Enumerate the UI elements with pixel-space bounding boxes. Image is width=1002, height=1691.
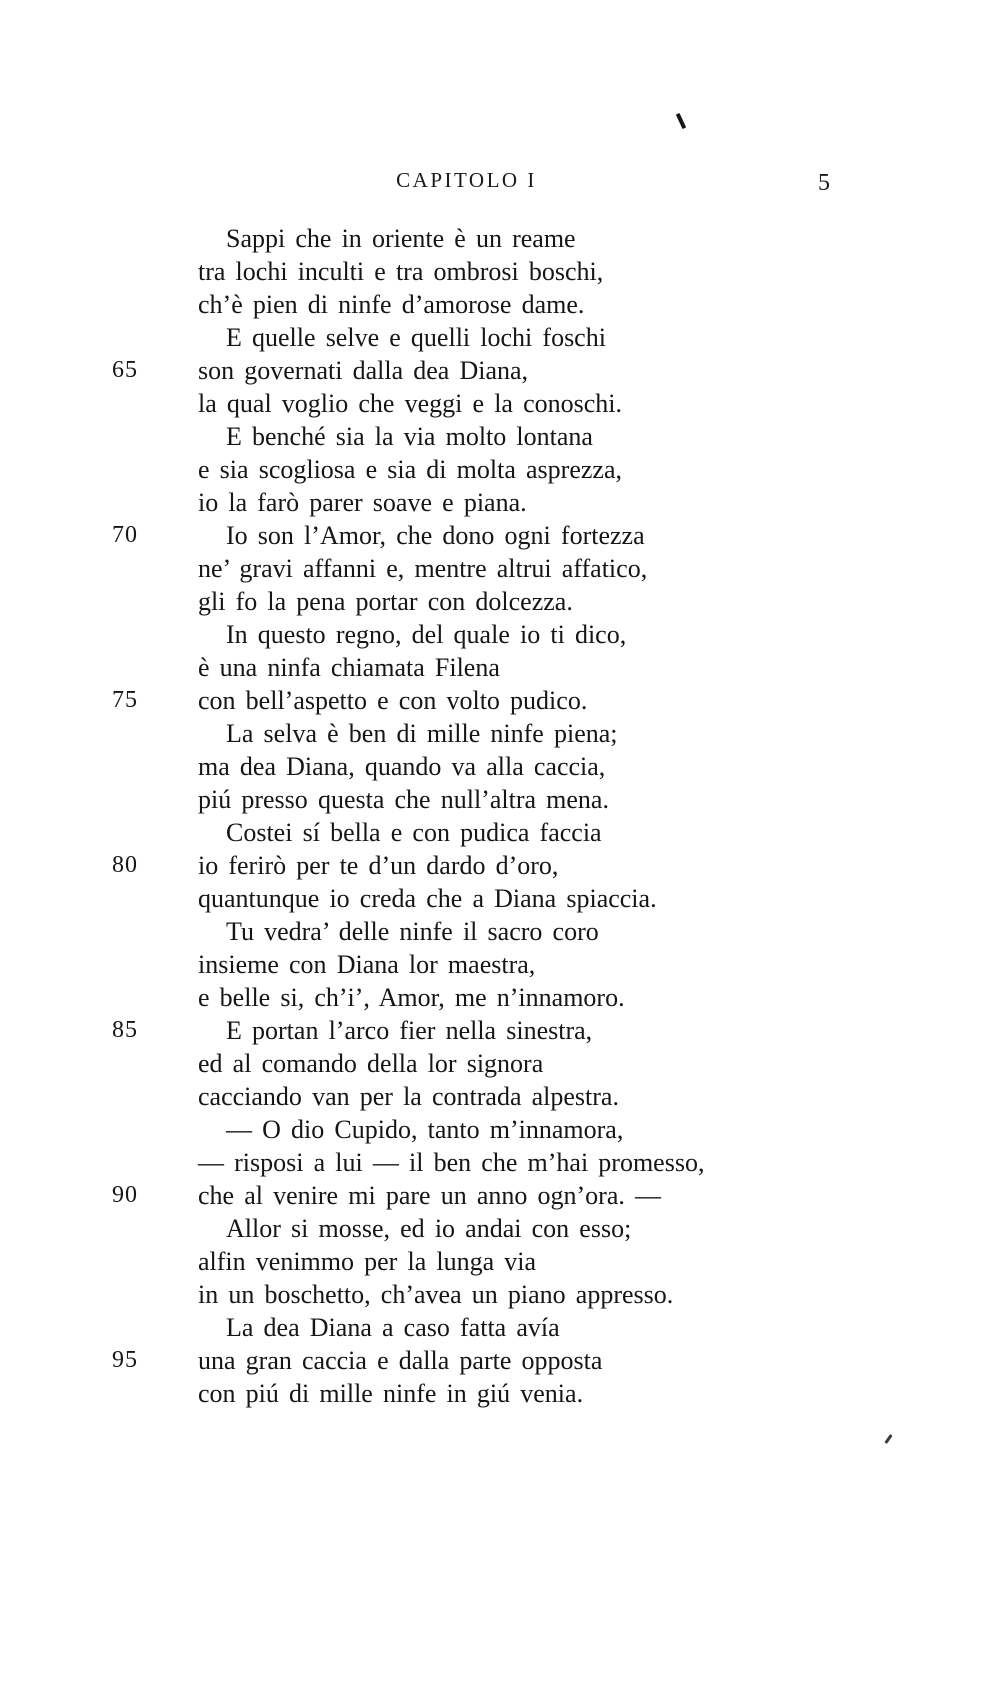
verse-line: La dea Diana a caso fatta avía — [226, 1313, 560, 1342]
verse-line: — O dio Cupido, tanto m’innamora, — [226, 1115, 624, 1144]
poem-line — [0, 585, 1002, 618]
verse-line: insieme con Diana lor maestra, — [198, 950, 536, 979]
verse-line: — risposi a lui — il ben che m’hai promesso, — [198, 1148, 705, 1177]
verse-line: E benché sia la via molto lontana — [226, 422, 593, 451]
verse-line: e sia scogliosa e sia di molta asprezza, — [198, 455, 622, 484]
poem-line — [0, 1047, 1002, 1080]
line-number: 80 — [112, 852, 138, 878]
verse-line: E quelle selve e quelli lochi foschi — [226, 323, 606, 352]
poem-line — [0, 717, 1002, 750]
verse-line: La selva è ben di mille ninfe piena; — [226, 719, 618, 748]
verse-line: la qual voglio che veggi e la conoschi. — [198, 389, 623, 418]
verse-line: Sappi che in oriente è un reame — [226, 224, 576, 253]
line-number: 70 — [112, 522, 138, 548]
verse-line: in un boschetto, ch’avea un piano appresso. — [198, 1280, 674, 1309]
verse-line: tra lochi inculti e tra ombrosi boschi, — [198, 257, 604, 286]
poem-line — [0, 651, 1002, 684]
verse-line: ma dea Diana, quando va alla caccia, — [198, 752, 606, 781]
poem-line — [0, 1146, 1002, 1179]
poem-line — [0, 552, 1002, 585]
poem-line — [0, 288, 1002, 321]
verse-line: io ferirò per te d’un dardo d’oro, — [198, 851, 559, 880]
verse-line: io la farò parer soave e piana. — [198, 488, 527, 517]
poem-line — [0, 387, 1002, 420]
verse-line: una gran caccia e dalla parte opposta — [198, 1346, 603, 1375]
running-head: CAPITOLO I — [396, 168, 537, 192]
poem-line — [0, 948, 1002, 981]
verse-line: che al venire mi pare un anno ogn’ora. — — [198, 1181, 662, 1210]
verse-line: gli fo la pena portar con dolcezza. — [198, 587, 573, 616]
poem-line — [0, 222, 1002, 255]
poem — [0, 222, 1002, 1410]
verse-line: Allor si mosse, ed io andai con esso; — [226, 1214, 632, 1243]
verse-line: Tu vedra’ delle ninfe il sacro coro — [226, 917, 599, 946]
verse-line: è una ninfa chiamata Filena — [198, 653, 500, 682]
poem-line — [0, 486, 1002, 519]
poem-line — [0, 354, 1002, 387]
poem-line — [0, 1278, 1002, 1311]
poem-line — [0, 321, 1002, 354]
poem-line — [0, 1212, 1002, 1245]
poem-line — [0, 1014, 1002, 1047]
verse-line: con bell’aspetto e con volto pudico. — [198, 686, 588, 715]
verse-line: son governati dalla dea Diana, — [198, 356, 529, 385]
verse-line: quantunque io creda che a Diana spiaccia. — [198, 884, 657, 913]
verse-line: ed al comando della lor signora — [198, 1049, 544, 1078]
verse-line: ch’è pien di ninfe d’amorose dame. — [198, 290, 585, 319]
poem-line — [0, 1179, 1002, 1212]
poem-line — [0, 1311, 1002, 1344]
verse-line: E portan l’arco fier nella sinestra, — [226, 1016, 593, 1045]
poem-line — [0, 1245, 1002, 1278]
poem-line — [0, 915, 1002, 948]
verse-line: Costei sí bella e con pudica faccia — [226, 818, 602, 847]
line-number: 75 — [112, 687, 138, 713]
poem-line — [0, 1344, 1002, 1377]
line-number: 65 — [112, 357, 138, 383]
line-number: 90 — [112, 1182, 138, 1208]
verse-line: Io son l’Amor, che dono ogni fortezza — [226, 521, 645, 550]
verse-line: cacciando van per la contrada alpestra. — [198, 1082, 619, 1111]
line-number: 85 — [112, 1017, 138, 1043]
ink-speck-top — [676, 113, 686, 129]
poem-line — [0, 519, 1002, 552]
poem-line — [0, 1113, 1002, 1146]
verse-line: e belle si, ch’i’, Amor, me n’innamoro. — [198, 983, 625, 1012]
poem-line — [0, 1377, 1002, 1410]
page-number: 5 — [818, 170, 830, 196]
poem-line — [0, 1080, 1002, 1113]
poem-line — [0, 750, 1002, 783]
verse-line: piú presso questa che null’altra mena. — [198, 785, 609, 814]
poem-line — [0, 981, 1002, 1014]
poem-line — [0, 255, 1002, 288]
poem-line — [0, 453, 1002, 486]
poem-line — [0, 783, 1002, 816]
verse-line: In questo regno, del quale io ti dico, — [226, 620, 627, 649]
poem-line — [0, 849, 1002, 882]
verse-line: alfin venimmo per la lunga via — [198, 1247, 537, 1276]
poem-line — [0, 420, 1002, 453]
verse-line: ne’ gravi affanni e, mentre altrui affatico, — [198, 554, 648, 583]
poem-line — [0, 618, 1002, 651]
poem-line — [0, 882, 1002, 915]
line-number: 95 — [112, 1347, 138, 1373]
ink-speck-bottom — [884, 1434, 892, 1444]
poem-line — [0, 684, 1002, 717]
poem-line — [0, 816, 1002, 849]
verse-line: con piú di mille ninfe in giú venia. — [198, 1379, 584, 1408]
